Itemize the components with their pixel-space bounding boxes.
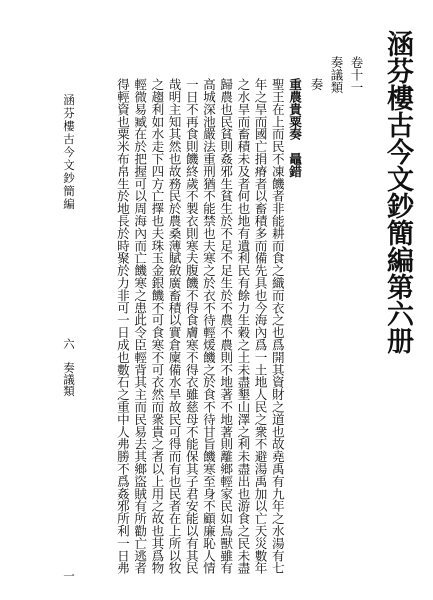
text-column: 之水旱而畜積未及者何也地有遺利民有餘力生穀之土未盡墾山澤之利未盡出也游食之民未盡 [235, 78, 251, 574]
essay-title: 重農貴粟奏 [287, 78, 302, 140]
text-column: 年之旱而國亡捐瘠者以畜積多而備先具也今海內爲一土地人民之衆不避湯禹加以亡天災數年 [252, 78, 268, 574]
footer-category: 奏議類 [62, 362, 76, 397]
volume-label: 卷十一 [349, 56, 364, 94]
essay-heading [286, 78, 303, 518]
book-title: 涵芬樓古今文鈔簡編第六册 [382, 30, 413, 354]
text-column: 一日不再食則饑終歲不製衣則寒夫腹饑不得食膚寒不得衣雖慈母不能保其子君安能以有其民 [183, 78, 199, 574]
footer-volume-number: 六 [62, 338, 76, 350]
essay-author: 鼂錯 [287, 152, 302, 178]
text-column: 之趨利如水走下四方亡擇也夫珠玉金銀饑不可食寒不可衣然而衆貴之者以上用之故也其爲物 [149, 78, 165, 574]
text-column: 得輕資也粟米布帛生於地長於時聚於力非可一日成也數石之重中人弗勝不爲姦邪所利一日弗 [114, 78, 130, 574]
category-label: 奏議類 [329, 56, 344, 94]
page-number: 一 [62, 570, 76, 582]
text-column: 聖王在上而民不凍饑者非能耕而食之織而衣之也爲開其資財之道也故堯禹有九年之水湯有七 [269, 78, 285, 574]
main-text [114, 78, 303, 574]
text-column: 歸農也民貧則姦邪生貧生於不足不足生於不農不農則不地著不地著則離鄉輕家民如鳥獸雖有 [218, 78, 234, 574]
section-label: 奏 [309, 78, 324, 91]
footer-book-title: 涵芬樓古今文鈔簡編 [62, 94, 76, 211]
text-column: 哉明主知其然也故務民於農桑薄賦斂廣畜積以實倉廩備水旱故民可得而有也民者在上所以牧 [166, 78, 182, 574]
text-column: 輕微易臧在於把握可以周海內而亡饑寒之患此令臣輕背其主而民易去其鄉盜賊有所勸亡逃者 [132, 78, 148, 574]
text-column: 高城深池嚴法重刑猶不能禁也夫寒之於衣不待輕煖饑之於食不待甘旨饑寒至身不顧廉恥人情 [200, 78, 216, 574]
